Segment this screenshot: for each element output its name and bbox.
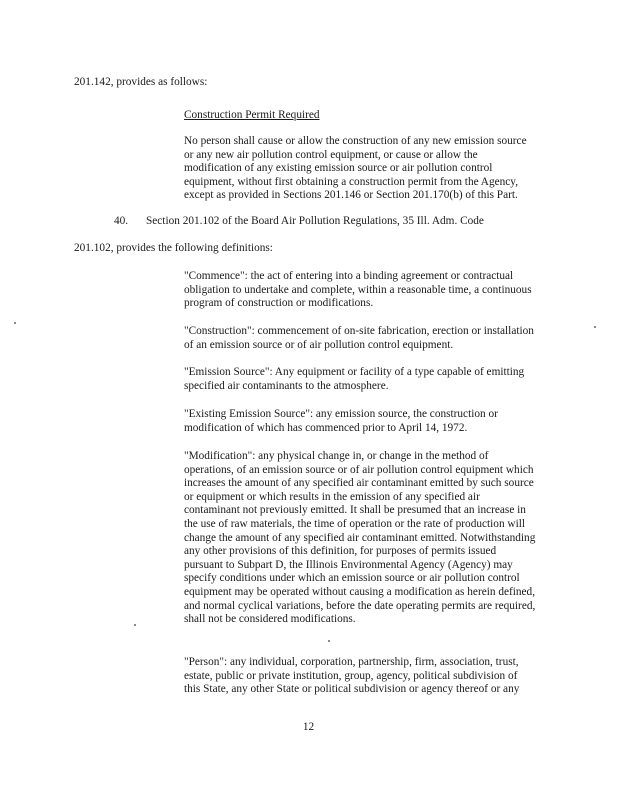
definition-existing-emission-source [184,408,536,435]
paragraph-number: 40. [114,215,129,227]
intro-line: 201.142, provides as follows: [74,76,208,88]
scan-speck [328,640,330,642]
paragraph-text-line-2: 201.102, provides the following definitions: [74,242,273,254]
definition-modification [184,450,536,627]
definition-commence [184,270,536,311]
definition-construction [184,325,536,352]
quote-paragraph: No person shall cause or allow the construction of any new emission source or any new air pollution control equipment, or cause or allow the modification of any existing emission source or air pollution control equipment, without first obtaining a construction permit from the Agency, except as provided in Sections 201.146 or Section 201.170(b) of this Part. [184,135,527,202]
scan-speck [14,322,16,324]
scan-speck [134,624,136,626]
definition-text: "Existing Emission Source": any emission source, the construction or modification of which has commenced prior to April 14, 1972. [184,408,498,434]
definition-text: "Modification": any physical change in, or change in the method of operations, of an emission source or of air pollution control equipment which increases the amount of any specified air contaminant emitted by such source or equipment or which results in the emission of any specified air contaminant not previously emitted. It shall be presumed that an increase in the use of raw materials, the time of operation or the rate of production will change the amount of any specified air contaminant emitted. Notwithstanding any other provisions of this definition, for purposes of permits issued pursuant to Subpart D, the Illinois Environmental Agency (Agency) may specify conditions under which an emission source or air pollution control equipment may be operated without causing a modification as herein defined, and normal cyclical variations, before the date operating permits are required, shall not be considered modifications. [184,450,536,626]
definition-text: "Emission Source": Any equipment or facility of a type capable of emitting specified air contaminants to the atmosphere. [184,366,525,392]
section-heading: Construction Permit Required [184,109,320,121]
definition-emission-source [184,366,536,393]
definition-text: "Commence": the act of entering into a binding agreement or contractual obligation to undertake and complete, within a reasonable time, a continuous program of construction or modifications. [184,270,532,310]
definition-person [184,656,536,697]
paragraph-text-line-1: Section 201.102 of the Board Air Pollution Regulations, 35 Ill. Adm. Code [146,215,484,227]
quoted-regulation [184,135,536,203]
definition-text: "Person": any individual, corporation, partnership, firm, association, trust, estate, public or private institution, group, agency, political subdivision of this State, any other State or political subdivision or agency thereof or any [184,656,520,696]
page-number: 12 [302,721,315,733]
scan-speck [594,326,596,328]
definition-text: "Construction": commencement of on-site fabrication, erection or installation of an emission source or of air pollution control equipment. [184,325,534,351]
